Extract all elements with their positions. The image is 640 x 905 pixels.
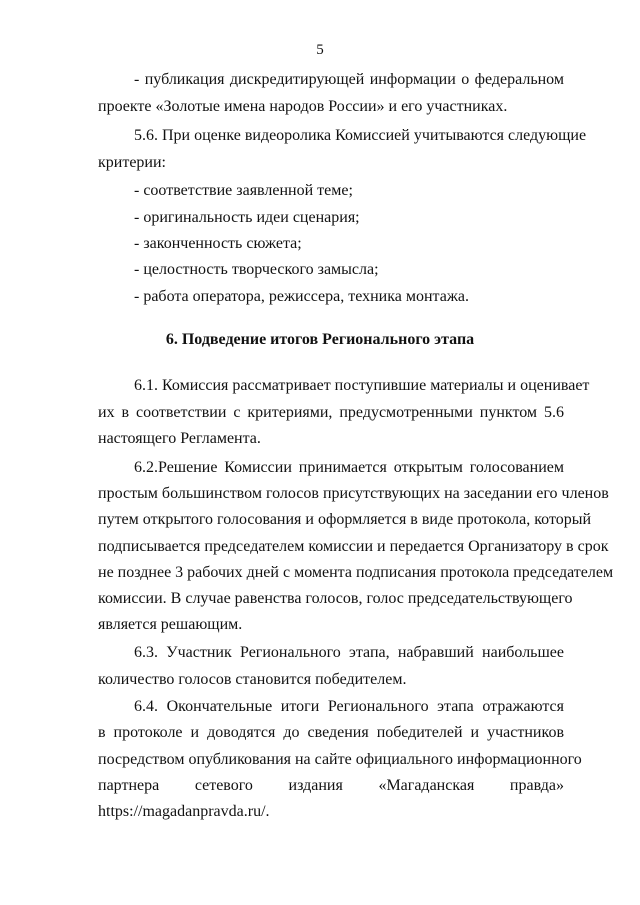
paragraph-6-3-line: 6.3. Участник Регионального этапа, набравший наибольшее [134,644,564,661]
criteria-list-item: - целостность творческого замысла; [134,261,379,278]
paragraph-6-2-line: комиссии. В случае равенства голосов, голос председательствующего [98,590,573,607]
paragraph-6-2-line: является решающим. [98,616,243,633]
paragraph-6-1-line: настоящего Регламента. [98,430,261,447]
paragraph-5-6-line: 5.6. При оценке видеоролика Комиссией учитываются следующие [134,127,587,144]
paragraph-6-1-line: их в соответствии с критериями, предусмотренными пунктом 5.6 [98,404,564,421]
criteria-list-item: - работа оператора, режиссера, техника монтажа. [134,288,469,305]
website-link[interactable]: https://magadanpravda.ru/. [98,803,270,820]
paragraph-6-4-line: посредством опубликования на сайте официального информационного [98,751,582,768]
paragraph-6-4-line: в протоколе и доводятся до сведения победителей и участников [98,724,564,741]
paragraph-5-6-line: критерии: [98,154,166,171]
criteria-list-item: - соответствие заявленной теме; [134,182,353,199]
section-heading: 6. Подведение итогов Регионального этапа [165,331,475,348]
publication-item-line: проекте «Золотые имена народов России» и его участниках. [98,98,508,115]
criteria-list-item: - оригинальность идеи сценария; [134,209,360,226]
paragraph-6-2-line: путем открытого голосования и оформляется в виде протокола, который [98,511,592,528]
paragraph-6-2-line: подписывается председателем комиссии и передается Организатору в срок [98,538,609,555]
paragraph-6-3-line: количество голосов становится победителем. [98,671,407,688]
paragraph-6-2-line: простым большинством голосов присутствующих на заседании его членов [98,485,609,502]
criteria-list-item: - законченность сюжета; [134,235,302,252]
page-number: 5 [316,42,324,58]
paragraph-6-2-line: не позднее 3 рабочих дней с момента подписания протокола председателем [98,564,614,581]
paragraph-6-4-line: партнера сетевого издания «Магаданская правда» [98,777,564,794]
publication-item-line: - публикация дискредитирующей информации о федеральном [134,71,564,88]
paragraph-6-1-line: 6.1. Комиссия рассматривает поступившие материалы и оценивает [134,377,590,394]
paragraph-6-4-line: 6.4. Окончательные итоги Регионального этапа отражаются [134,698,564,715]
paragraph-6-2-line: 6.2.Решение Комиссии принимается открытым голосованием [134,459,564,476]
